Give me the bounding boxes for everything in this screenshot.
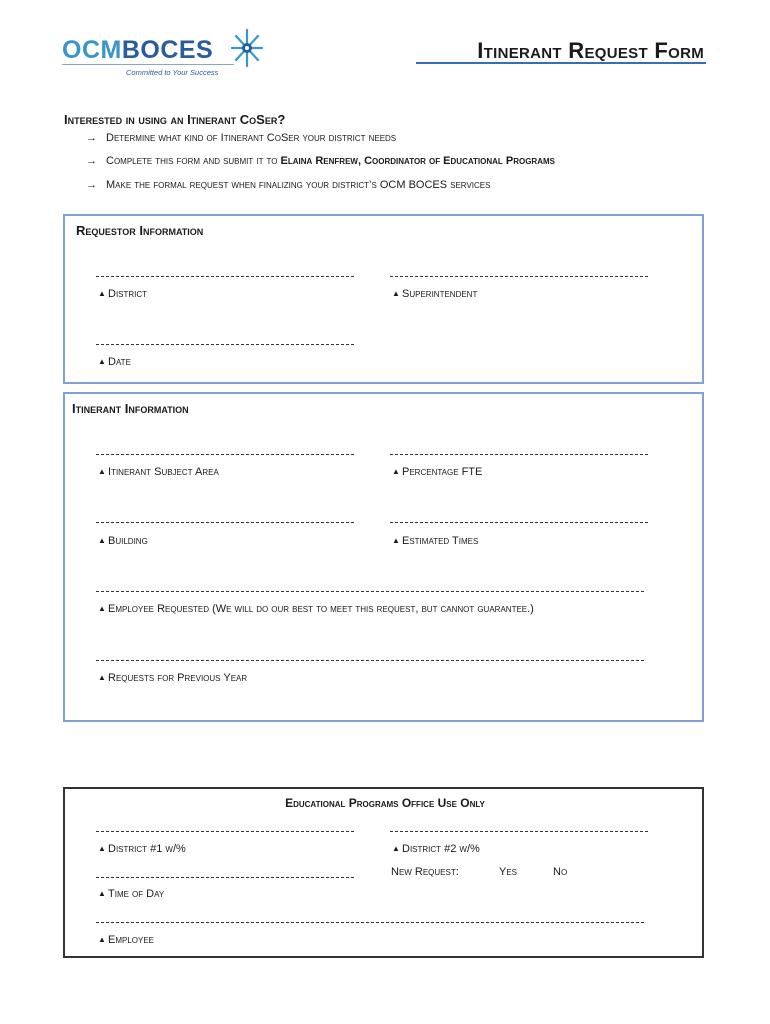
arrow-right-icon: → xyxy=(86,132,97,144)
employee-label xyxy=(98,934,154,946)
new-request-yes-option[interactable]: Yes xyxy=(499,866,518,878)
fte-label xyxy=(392,466,482,478)
employee-requested-label xyxy=(98,603,534,615)
district-field[interactable] xyxy=(96,276,354,277)
arrow-right-icon: → xyxy=(86,155,97,167)
employee-label-text: Employee xyxy=(108,934,155,946)
building-label-text: Building xyxy=(108,535,148,547)
new-request-no-option[interactable]: No xyxy=(553,866,568,878)
caret-up-icon: ▲ xyxy=(392,536,400,545)
requestor-heading: Requestor Information xyxy=(76,223,204,238)
previous-year-label xyxy=(98,672,247,684)
date-label xyxy=(98,356,131,368)
caret-up-icon: ▲ xyxy=(98,289,106,298)
estimated-times-field[interactable] xyxy=(390,522,648,523)
district1-label xyxy=(98,843,186,855)
caret-up-icon: ▲ xyxy=(392,289,400,298)
title-underline xyxy=(416,62,706,64)
intro-bullet-2 xyxy=(86,155,555,167)
caret-up-icon: ▲ xyxy=(98,536,106,545)
estimated-times-label xyxy=(392,535,478,547)
building-label xyxy=(98,535,148,547)
district1-field[interactable] xyxy=(96,831,354,832)
fte-label-text: Percentage FTE xyxy=(402,466,483,478)
intro-bullet-1-text: Determine what kind of Itinerant CoSer your district needs xyxy=(106,132,397,144)
district2-label-text: District #2 w/% xyxy=(402,843,480,855)
caret-up-icon: ▲ xyxy=(98,889,106,898)
intro-heading: Interested in using an Itinerant CoSer? xyxy=(64,112,286,127)
star-logo-icon xyxy=(230,28,264,68)
subject-area-field[interactable] xyxy=(96,454,354,455)
caret-up-icon: ▲ xyxy=(392,844,400,853)
requestor-info-section xyxy=(63,214,704,384)
fte-field[interactable] xyxy=(390,454,648,455)
arrow-right-icon: → xyxy=(86,179,97,191)
date-label-text: Date xyxy=(108,356,131,368)
subject-area-label-text: Itinerant Subject Area xyxy=(108,466,219,478)
employee-field[interactable] xyxy=(96,922,644,923)
logo-boces-text: BOCES xyxy=(121,36,214,64)
itinerant-heading: Itinerant Information xyxy=(72,401,189,416)
district1-label-text: District #1 w/% xyxy=(108,843,186,855)
previous-year-field[interactable] xyxy=(96,660,644,661)
logo-divider xyxy=(62,64,234,65)
caret-up-icon: ▲ xyxy=(392,467,400,476)
previous-year-label-text: Requests for Previous Year xyxy=(108,672,248,684)
logo-tagline: Committed to Your Success xyxy=(126,68,219,77)
time-of-day-field[interactable] xyxy=(96,877,354,878)
district-label xyxy=(98,288,147,300)
page-title: Itinerant Request Form xyxy=(477,38,704,63)
employee-requested-label-text: Employee Requested (We will do our best to meet this request, but cannot guarantee.) xyxy=(108,603,534,615)
intro-bullet-3 xyxy=(86,179,490,191)
district2-field[interactable] xyxy=(390,831,648,832)
intro-bullet-2-text: Complete this form and submit it to xyxy=(106,155,281,167)
district-label-text: District xyxy=(108,288,148,300)
district2-label xyxy=(392,843,480,855)
office-use-section xyxy=(63,787,704,958)
intro-bullet-1 xyxy=(86,132,396,144)
caret-up-icon: ▲ xyxy=(98,673,106,682)
building-field[interactable] xyxy=(96,522,354,523)
date-field[interactable] xyxy=(96,344,354,345)
estimated-times-label-text: Estimated Times xyxy=(402,535,479,547)
superintendent-label-text: Superintendent xyxy=(402,288,478,300)
ocm-boces-logo xyxy=(62,30,262,82)
intro-bullet-3-text: Make the formal request when finalizing your district’s OCM BOCES services xyxy=(106,179,491,191)
caret-up-icon: ▲ xyxy=(98,357,106,366)
superintendent-field[interactable] xyxy=(390,276,648,277)
subject-area-label xyxy=(98,466,219,478)
time-of-day-label xyxy=(98,888,164,900)
caret-up-icon: ▲ xyxy=(98,935,106,944)
caret-up-icon: ▲ xyxy=(98,467,106,476)
new-request-label: New Request: xyxy=(391,866,459,878)
office-use-heading: Educational Programs Office Use Only xyxy=(285,796,485,810)
caret-up-icon: ▲ xyxy=(98,604,106,613)
time-of-day-label-text: Time of Day xyxy=(108,888,165,900)
caret-up-icon: ▲ xyxy=(98,844,106,853)
logo-wordmark xyxy=(62,36,213,65)
employee-requested-field[interactable] xyxy=(96,591,644,592)
logo-ocm-text: OCM xyxy=(62,36,122,64)
superintendent-label xyxy=(392,288,477,300)
coordinator-name: Elaina Renfrew, Coordinator of Educational Programs xyxy=(280,155,555,167)
